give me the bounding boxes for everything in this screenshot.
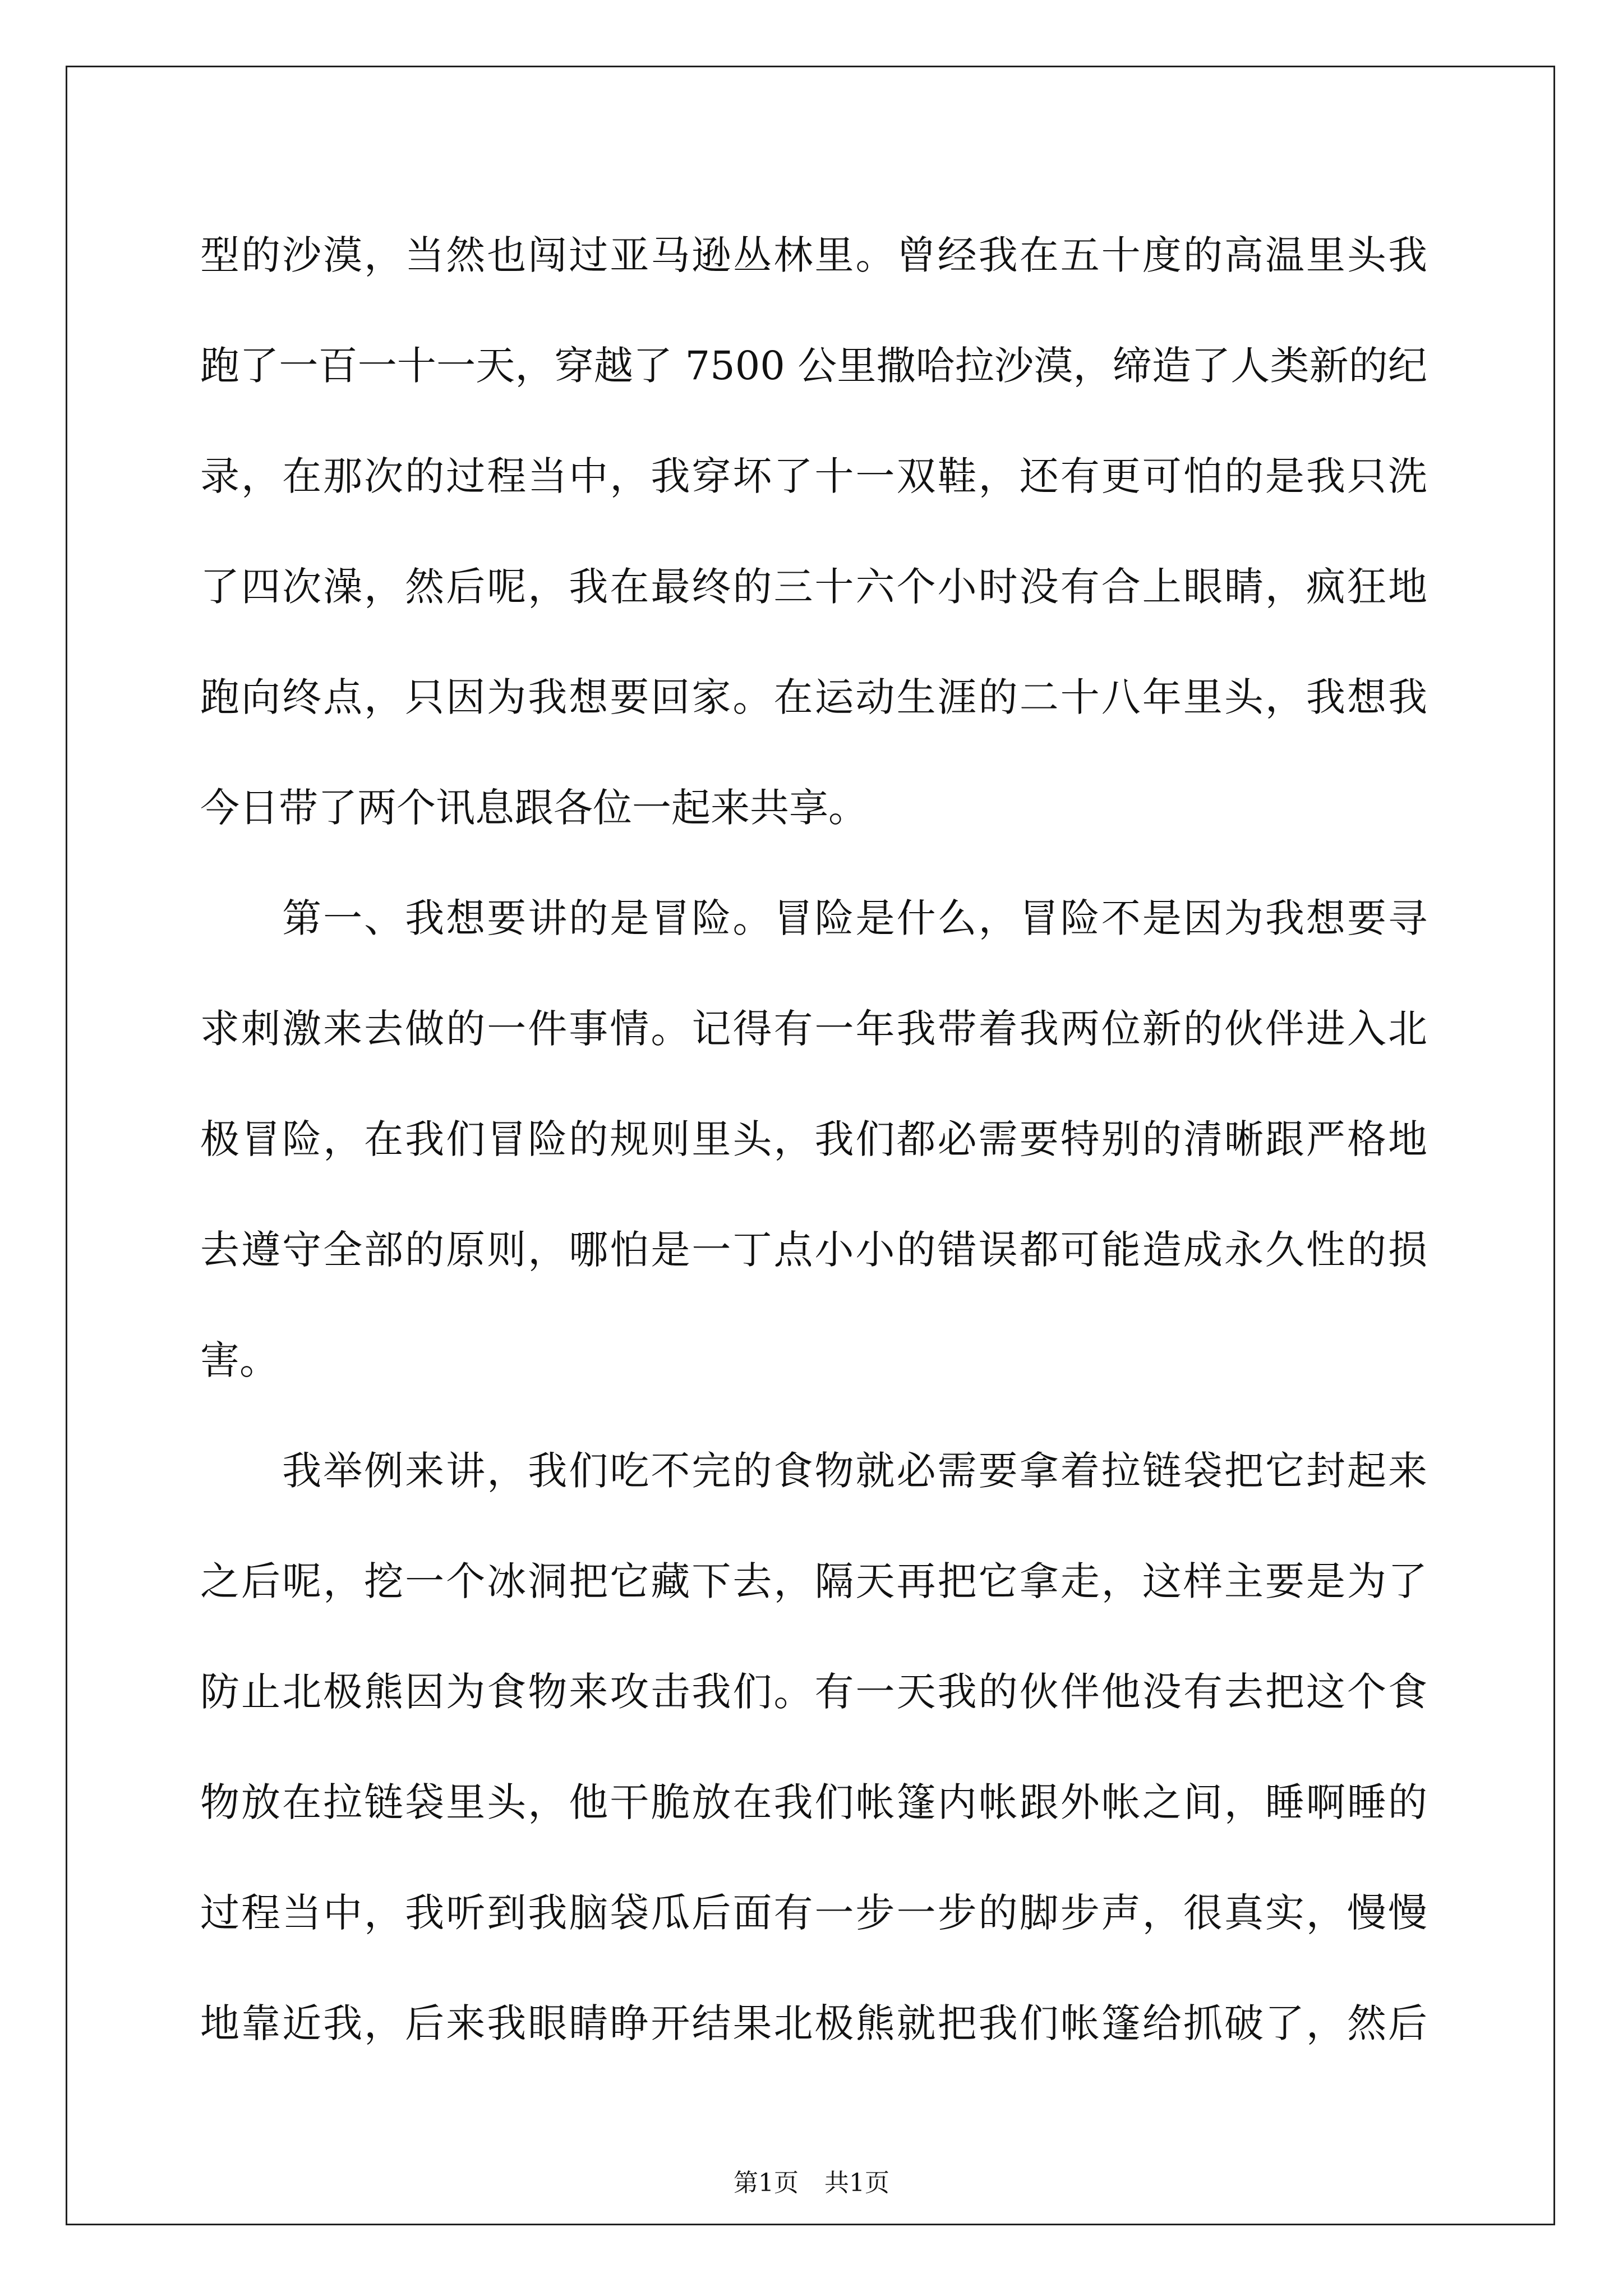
document-body	[200, 200, 1427, 2079]
text-line: 今日带了两个讯息跟各位一起来共享。	[200, 785, 868, 831]
text-line: 求刺激来去做的一件事情。记得有一年我带着我两位新的伙伴进入北	[200, 1006, 1427, 1052]
page-footer	[0, 2166, 1623, 2200]
text-line: 之后呢，挖一个冰洞把它藏下去，隔天再把它拿走，这样主要是为了	[200, 1558, 1427, 1604]
text-line: 第一、我想要讲的是冒险。冒险是什么，冒险不是因为我想要寻	[200, 895, 1427, 941]
text-line: 录，在那次的过程当中，我穿坏了十一双鞋，还有更可怕的是我只洗	[200, 453, 1427, 499]
text-line: 过程当中，我听到我脑袋瓜后面有一步一步的脚步声，很真实，慢慢	[200, 1890, 1427, 1936]
text-line: 地靠近我，后来我眼睛睁开结果北极熊就把我们帐篷给抓破了，然后	[200, 2000, 1427, 2046]
text-line: 防止北极熊因为食物来攻击我们。有一天我的伙伴他没有去把这个食	[200, 1669, 1427, 1715]
page-number: 第1页	[734, 2169, 799, 2197]
text-line: 极冒险，在我们冒险的规则里头，我们都必需要特别的清晰跟严格地	[200, 1116, 1427, 1162]
text-line: 去遵守全部的原则，哪怕是一丁点小小的错误都可能造成永久性的损	[200, 1227, 1427, 1273]
text-line: 物放在拉链袋里头，他干脆放在我们帐篷内帐跟外帐之间，睡啊睡的	[200, 1779, 1427, 1825]
page-total: 共1页	[824, 2169, 889, 2197]
text-line: 了四次澡，然后呢，我在最终的三十六个小时没有合上眼睛，疯狂地	[200, 564, 1427, 610]
text-line: 害。	[200, 1337, 279, 1383]
text-line: 跑了一百一十一天，穿越了 7500 公里撒哈拉沙漠，缔造了人类新的纪	[200, 343, 1427, 389]
text-line: 我举例来讲，我们吃不完的食物就必需要拿着拉链袋把它封起来	[200, 1448, 1427, 1494]
text-line: 型的沙漠，当然也闯过亚马逊丛林里。曾经我在五十度的高温里头我	[200, 232, 1427, 278]
text-line: 跑向终点，只因为我想要回家。在运动生涯的二十八年里头，我想我	[200, 674, 1427, 720]
